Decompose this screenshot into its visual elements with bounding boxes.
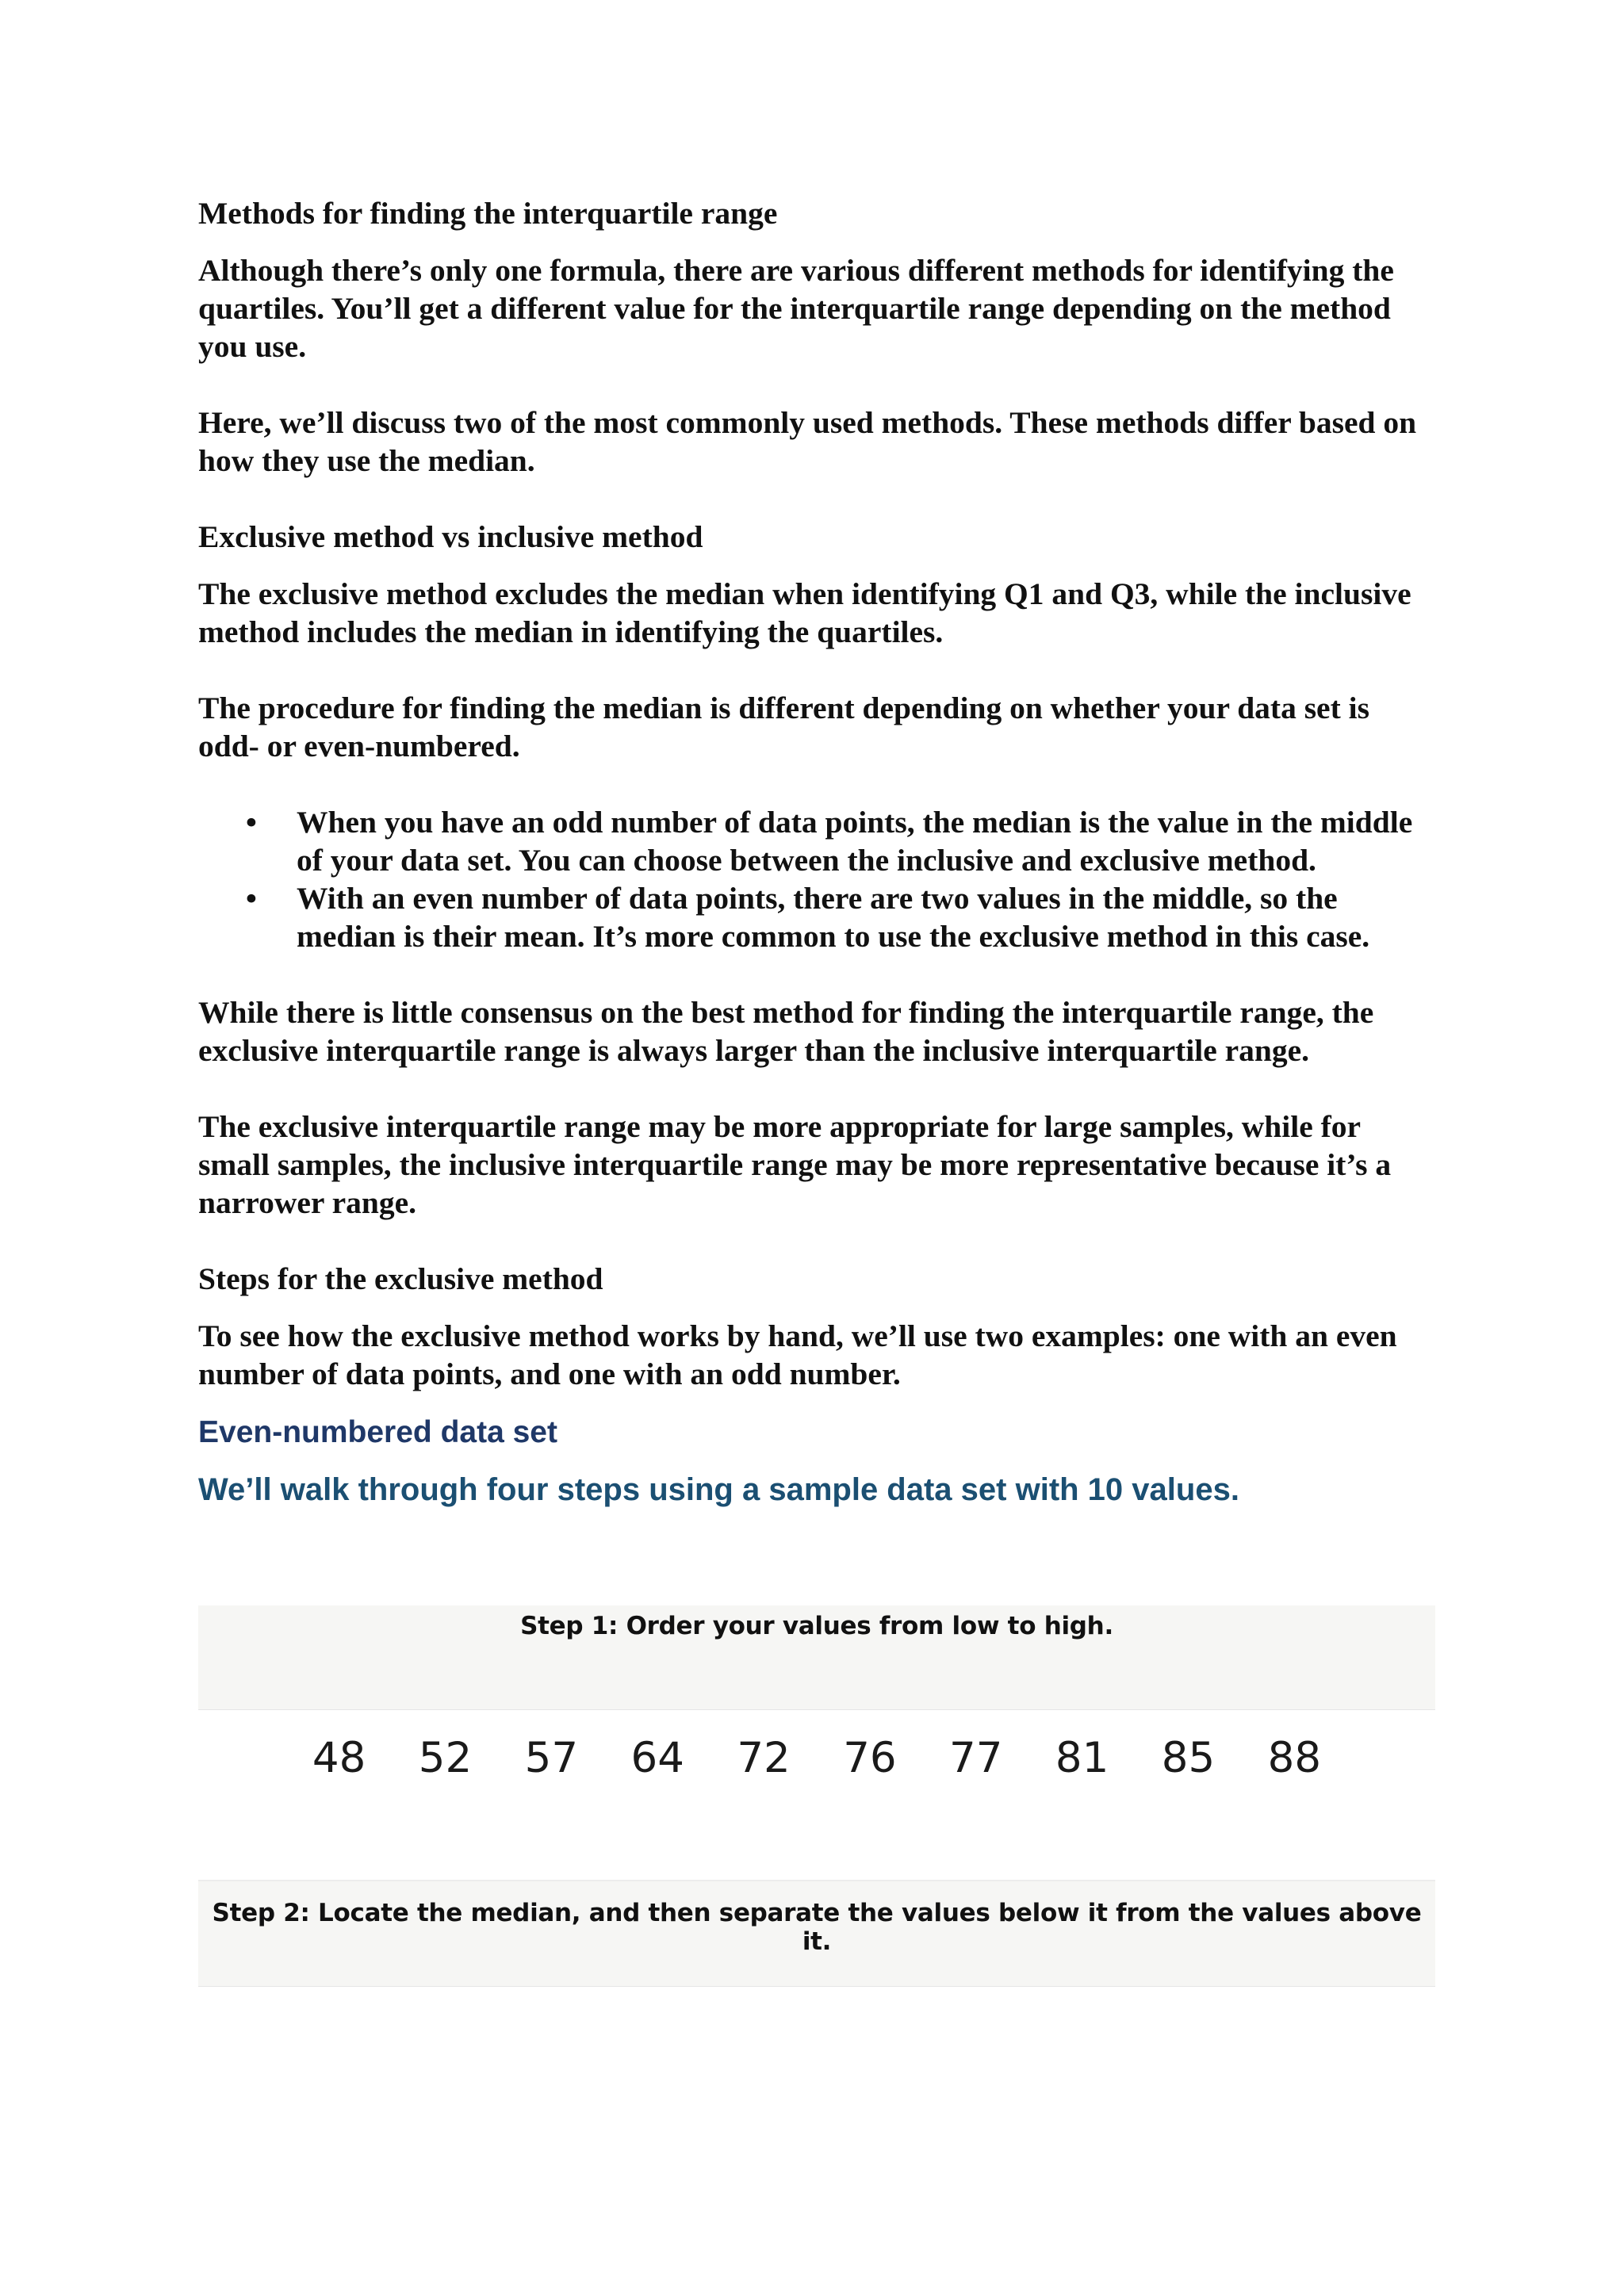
bullet-text: When you have an odd number of data points, the median is the value in the middle of your data set. You can choose between the inclusive and exclusive method. [297, 805, 1413, 878]
data-value: 85 [1161, 1734, 1216, 1782]
step-1-label: Step 1: Order your values from low to high. [520, 1612, 1113, 1640]
step-2-label: Step 2: Locate the median, and then separate the values below it from the values above it. [212, 1899, 1422, 1956]
bullet-icon: • [246, 805, 257, 840]
paragraph-formula: Although there’s only one formula, there are various different methods for identifying the quartiles. You’ll get a different value for the interquartile range depending on the method you use. [198, 253, 1394, 364]
data-value: 72 [737, 1734, 791, 1782]
data-value: 76 [843, 1734, 897, 1782]
paragraph-two-methods: Here, we’ll discuss two of the most commonly used methods. These methods differ based on how they use the median. [198, 405, 1417, 478]
heading-even-numbered: Even-numbered data set [198, 1415, 557, 1449]
data-value: 64 [630, 1734, 684, 1782]
data-value: 88 [1267, 1734, 1322, 1782]
bullet-text: With an even number of data points, there are two values in the middle, so the median is their mean. It’s more common to use the exclusive method in this case. [297, 881, 1370, 954]
bullet-icon: • [246, 881, 257, 916]
steps-table [198, 1605, 1435, 1987]
paragraph-samples: The exclusive interquartile range may be more appropriate for large samples, while for small samples, the inclusive interquartile range may be more representative because it’s a narrower range. [198, 1109, 1392, 1220]
data-value: 48 [312, 1734, 366, 1782]
data-value: 81 [1055, 1734, 1109, 1782]
paragraph-procedure: The procedure for finding the median is different depending on whether your data set is odd- or even-numbered. [198, 691, 1369, 763]
paragraph-exclusive-inclusive: The exclusive method excludes the median when identifying Q1 and Q3, while the inclusive method includes the median in identifying the quartiles. [198, 576, 1411, 649]
ordered-values [198, 1734, 1435, 1782]
bullet-list [198, 803, 1435, 955]
document-body [198, 194, 1435, 1509]
step-2-row [198, 1881, 1435, 1987]
heading-methods: Methods for finding the interquartile range [198, 196, 778, 231]
heading-walk-through: We’ll walk through four steps using a sample data set with 10 values. [198, 1472, 1239, 1507]
data-value: 77 [949, 1734, 1003, 1782]
heading-steps-exclusive: Steps for the exclusive method [198, 1261, 603, 1296]
step-1-row [198, 1605, 1435, 1710]
data-value: 52 [418, 1734, 473, 1782]
paragraph-examples: To see how the exclusive method works by hand, we’ll use two examples: one with an even number of data points, and one with an odd number. [198, 1318, 1397, 1391]
data-value: 57 [524, 1734, 579, 1782]
values-row [198, 1710, 1435, 1881]
bullet-item [198, 803, 1435, 879]
bullet-item [198, 879, 1435, 955]
heading-exclusive-vs-inclusive: Exclusive method vs inclusive method [198, 519, 703, 554]
paragraph-consensus: While there is little consensus on the best method for finding the interquartile range, the exclusive interquartile range is always larger than the inclusive interquartile range. [198, 995, 1374, 1068]
